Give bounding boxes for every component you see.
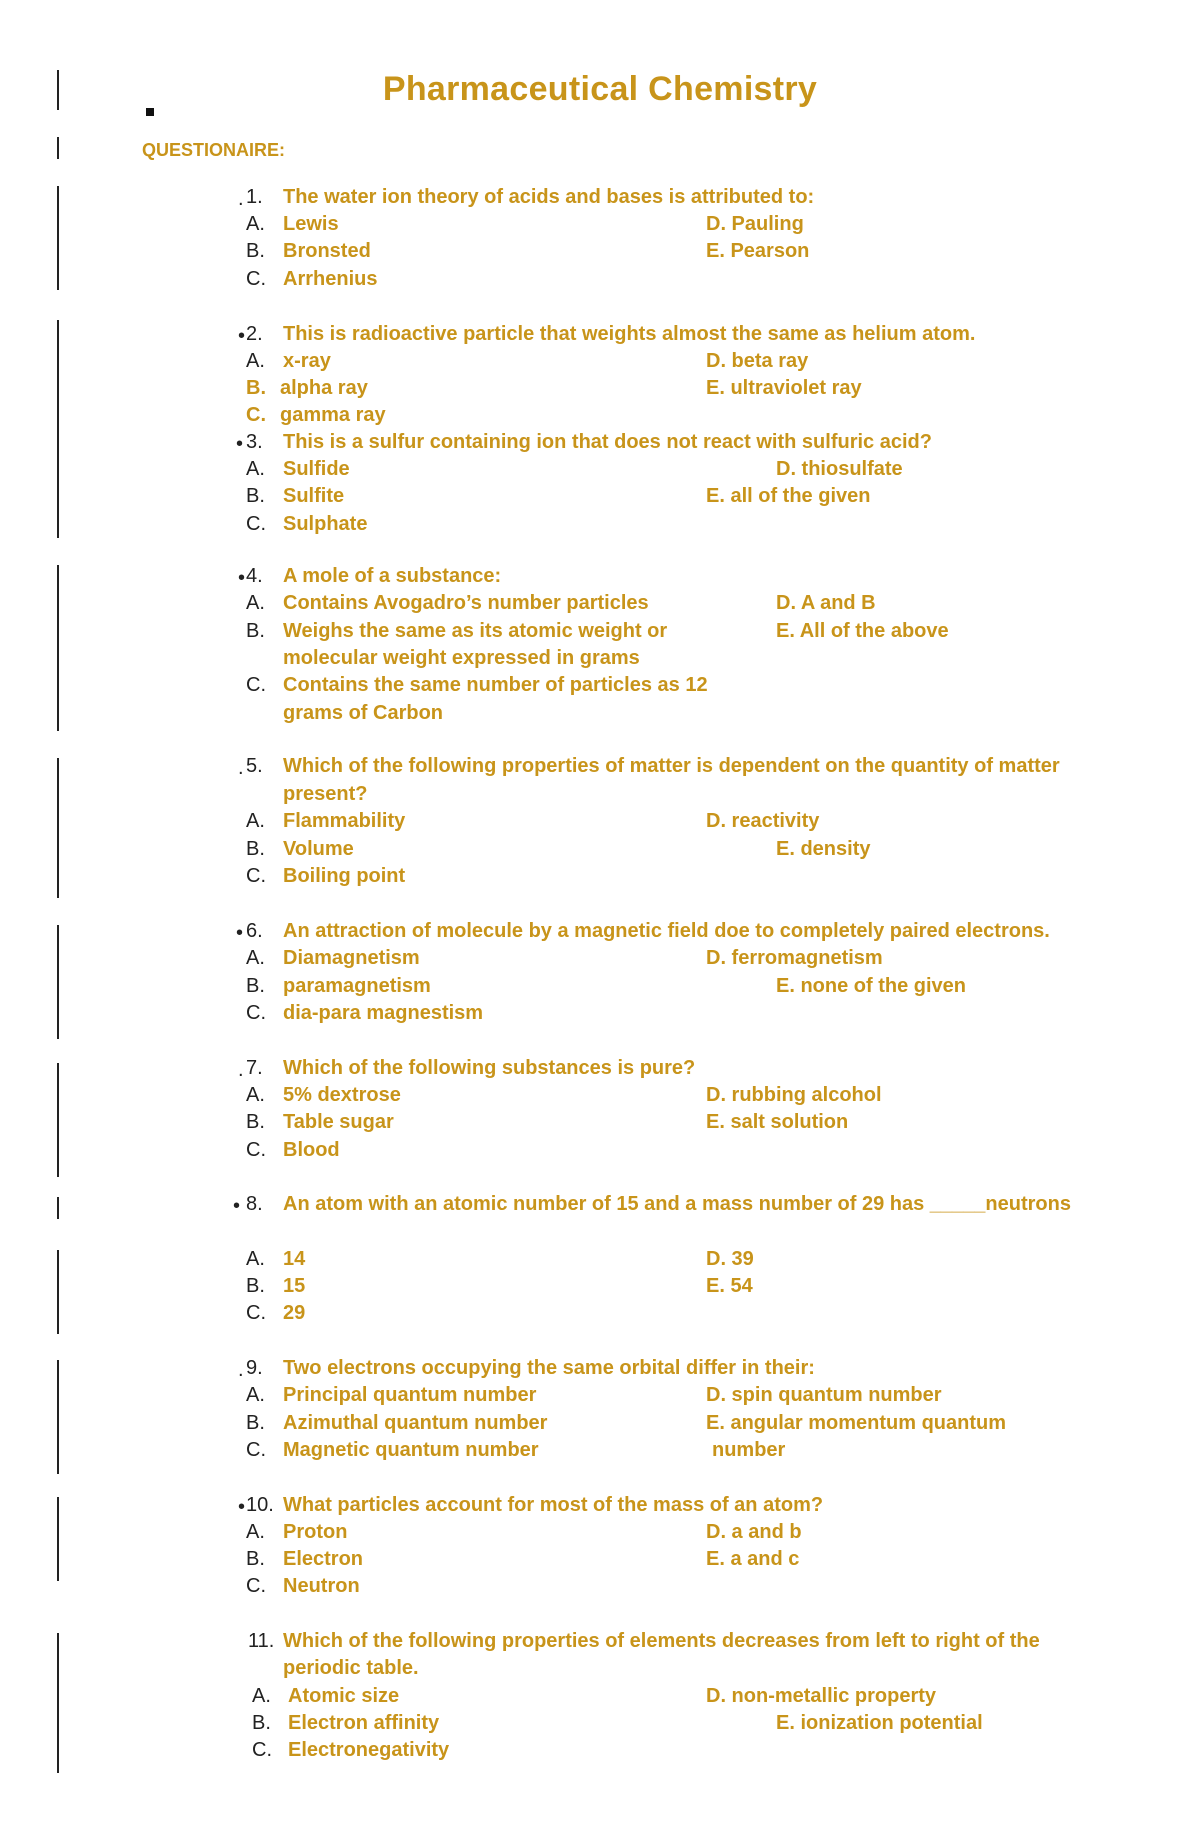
choice-e: E. ionization potential (776, 1712, 983, 1734)
choice-letter: A. (246, 1384, 265, 1406)
choice-letter: A. (246, 350, 265, 372)
list-dot: • (238, 325, 246, 347)
choice-c: Sulphate (283, 513, 368, 535)
choice-b: Electron affinity (288, 1712, 440, 1734)
choice-letter: B. (246, 485, 265, 507)
question-stem: This is radioactive particle that weights almost the same as helium atom. (283, 323, 976, 345)
choice-letter: A. (252, 1685, 271, 1707)
question-number: 11. (248, 1630, 275, 1652)
choice-d: D. ferromagnetism (706, 947, 883, 969)
choice-letter: C. (246, 1139, 266, 1161)
choice-letter: C. (246, 404, 266, 426)
choice-d: D. rubbing alcohol (706, 1084, 882, 1106)
choice-letter: C. (246, 268, 266, 290)
question-number: 2. (246, 323, 263, 345)
question-stem-line-1: Which of the following properties of elements decreases from left to right of the (283, 1630, 1040, 1652)
choice-e: E. ultraviolet ray (706, 377, 862, 399)
question-stem: An atom with an atomic number of 15 and a mass number of 29 has _____neutrons (283, 1193, 1071, 1215)
list-dot: . (238, 757, 244, 779)
choice-letter: C. (252, 1739, 272, 1761)
choice-c-line-2: grams of Carbon (283, 702, 444, 724)
choice-letter: B. (246, 1412, 265, 1434)
choice-b: Volume (283, 838, 354, 860)
choice-a: Proton (283, 1521, 348, 1543)
choice-d: D. spin quantum number (706, 1384, 942, 1406)
choice-b: Electron (283, 1548, 364, 1570)
choice-letter: A. (246, 1084, 265, 1106)
choice-letter: B. (246, 377, 266, 399)
question-stem-line-2: present? (283, 783, 368, 805)
choice-e-line-2: number (712, 1439, 786, 1461)
choice-letter: C. (246, 865, 266, 887)
choice-letter: B. (252, 1712, 271, 1734)
bullet-marker (146, 108, 154, 116)
choice-letter: A. (246, 810, 265, 832)
choice-d: D. 39 (706, 1248, 754, 1270)
question-stem: An attraction of molecule by a magnetic field doe to completely paired electrons. (283, 920, 1050, 942)
choice-b: Bronsted (283, 240, 371, 262)
choice-c: 29 (283, 1302, 306, 1324)
choice-e: E. 54 (706, 1275, 753, 1297)
choice-b: alpha ray (280, 377, 368, 399)
choice-c-line-1: Contains the same number of particles as 12 (283, 674, 708, 696)
choice-e: E. density (776, 838, 871, 860)
question-stem-line-1: Which of the following properties of matter is dependent on the quantity of matter (283, 755, 1060, 777)
choice-letter: C. (246, 513, 266, 535)
list-dot: • (238, 1496, 246, 1518)
choice-d: D. non-metallic property (706, 1685, 937, 1707)
choice-letter: B. (246, 620, 265, 642)
choice-letter: A. (246, 1248, 265, 1270)
choice-d: D. Pauling (706, 213, 804, 235)
choice-letter: C. (246, 1575, 266, 1597)
list-dot: . (238, 1059, 244, 1081)
choice-e: E. salt solution (706, 1111, 849, 1133)
choice-a: Atomic size (288, 1685, 400, 1707)
question-number: 7. (246, 1057, 263, 1079)
choice-c: Magnetic quantum number (283, 1439, 539, 1461)
list-dot: . (238, 1359, 244, 1381)
choice-letter: C. (246, 1439, 266, 1461)
list-dot: • (233, 1195, 241, 1217)
question-stem: What particles account for most of the mass of an atom? (283, 1494, 824, 1516)
choice-b-line-1: Weighs the same as its atomic weight or (283, 620, 668, 642)
choice-c: Blood (283, 1139, 340, 1161)
choice-letter: C. (246, 1302, 266, 1324)
choice-a: Sulfide (283, 458, 350, 480)
choice-e: E. all of the given (706, 485, 871, 507)
section-label: QUESTIONAIRE: (142, 140, 286, 160)
choice-a: Diamagnetism (283, 947, 420, 969)
choice-letter: B. (246, 1548, 265, 1570)
choice-d: D. reactivity (706, 810, 820, 832)
choice-letter: A. (246, 947, 265, 969)
choice-e: E. All of the above (776, 620, 949, 642)
question-stem: A mole of a substance: (283, 565, 502, 587)
list-dot: • (236, 433, 244, 455)
choice-c: Boiling point (283, 865, 406, 887)
choice-b: 15 (283, 1275, 306, 1297)
choice-b: paramagnetism (283, 975, 431, 997)
choice-letter: C. (246, 674, 266, 696)
choice-letter: C. (246, 1002, 266, 1024)
choice-d: D. A and B (776, 592, 876, 614)
choice-b: Sulfite (283, 485, 345, 507)
question-number: 8. (246, 1193, 263, 1215)
choice-e: E. none of the given (776, 975, 967, 997)
choice-c: Electronegativity (288, 1739, 450, 1761)
choice-b: Table sugar (283, 1111, 394, 1133)
choice-b-line-2: molecular weight expressed in grams (283, 647, 640, 669)
choice-c: Neutron (283, 1575, 360, 1597)
question-stem: This is a sulfur containing ion that does not react with sulfuric acid? (283, 431, 932, 453)
choice-letter: B. (246, 1111, 265, 1133)
choice-c: gamma ray (280, 404, 386, 426)
choice-letter: B. (246, 975, 265, 997)
question-stem: Which of the following substances is pure? (283, 1057, 696, 1079)
choice-b: Azimuthal quantum number (283, 1412, 548, 1434)
choice-a: 5% dextrose (283, 1084, 401, 1106)
choice-d: D. beta ray (706, 350, 809, 372)
document-title: Pharmaceutical Chemistry (382, 70, 818, 108)
question-stem-line-2: periodic table. (283, 1657, 419, 1679)
choice-letter: B. (246, 1275, 265, 1297)
question-number: 1. (246, 186, 263, 208)
question-number: 4. (246, 565, 263, 587)
choice-a: Principal quantum number (283, 1384, 537, 1406)
question-stem: Two electrons occupying the same orbital differ in their: (283, 1357, 815, 1379)
choice-letter: B. (246, 838, 265, 860)
question-number: 6. (246, 920, 263, 942)
choice-letter: A. (246, 592, 265, 614)
choice-a: Contains Avogadro’s number particles (283, 592, 649, 614)
choice-c: dia-para magnestism (283, 1002, 484, 1024)
question-number: 10. (246, 1494, 274, 1516)
question-stem: The water ion theory of acids and bases is attributed to: (283, 186, 815, 208)
choice-letter: B. (246, 240, 265, 262)
choice-d: D. thiosulfate (776, 458, 903, 480)
question-number: 3. (246, 431, 263, 453)
list-dot: • (236, 922, 244, 944)
choice-letter: A. (246, 213, 265, 235)
choice-a: Lewis (283, 213, 339, 235)
choice-d: D. a and b (706, 1521, 802, 1543)
choice-a: Flammability (283, 810, 406, 832)
choice-e: E. a and c (706, 1548, 800, 1570)
list-dot: . (238, 188, 244, 210)
choice-letter: A. (246, 1521, 265, 1543)
choice-e: E. Pearson (706, 240, 810, 262)
choice-letter: A. (246, 458, 265, 480)
choice-a: 14 (283, 1248, 306, 1270)
choice-e-line-1: E. angular momentum quantum (706, 1412, 1007, 1434)
question-number: 5. (246, 755, 263, 777)
list-dot: • (238, 567, 246, 589)
choice-c: Arrhenius (283, 268, 378, 290)
question-number: 9. (246, 1357, 263, 1379)
choice-a: x-ray (283, 350, 331, 372)
